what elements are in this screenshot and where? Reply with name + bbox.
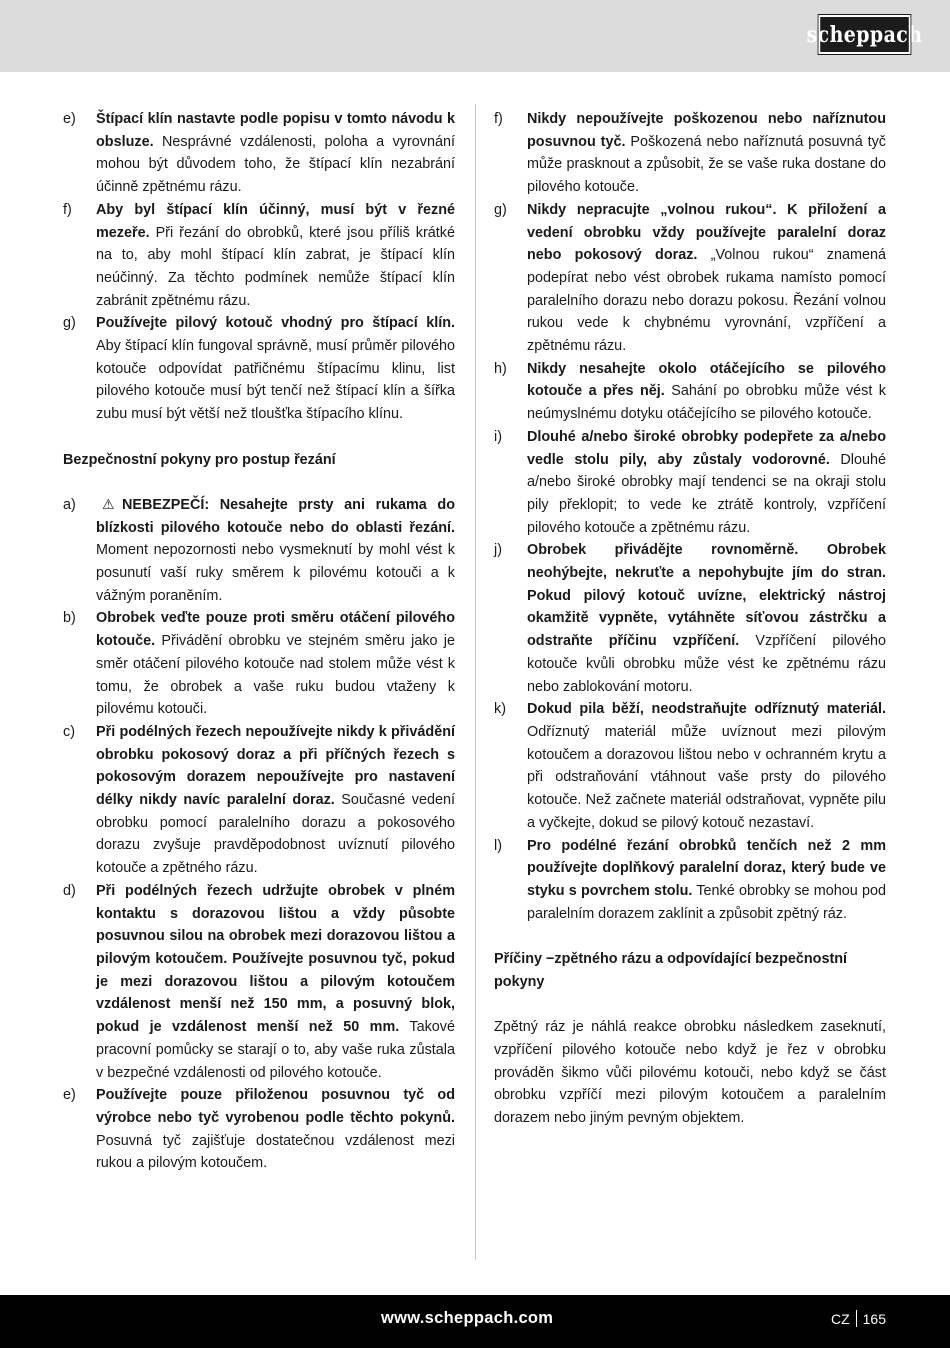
list-item-marker: i): [494, 428, 502, 445]
list-item-marker: h): [494, 360, 507, 377]
list-item: [63, 607, 455, 721]
warning-triangle-icon: ⚠: [102, 495, 115, 512]
list-item-marker: f): [63, 201, 72, 218]
list-item-body: [96, 494, 455, 608]
footer-url[interactable]: www.scheppach.com: [381, 1309, 554, 1327]
list-item-marker: e): [63, 111, 76, 127]
page-header: [0, 0, 950, 72]
list-item: [63, 1084, 455, 1175]
list-item-emphasis: Nikdy nepoužívejte poškozenou nebo naříznutou posuvnou tyč.: [527, 111, 886, 150]
list-item: [494, 426, 886, 540]
list-item-emphasis: Při podélných řezech nepoužívejte nikdy k přivádění obrobku pokosový doraz a při příčných řezech s pokosovým dorazem nepoužívejte pro nastavení délky nikdy navíc paralelní doraz.: [96, 723, 455, 809]
list-item-text: Poškozená nebo naříznutá posuvná tyč může prasknout a způsobit, že se vaše ruka dostane do pilového kotouče.: [527, 133, 886, 196]
spacer: [63, 426, 455, 449]
footer-language: CZ: [830, 1311, 850, 1327]
list-item-emphasis: Používejte pouze přiloženou posuvnou tyč od výrobce nebo tyč vyrobenou podle těchto pokynů.: [96, 1087, 455, 1126]
list-item: [63, 494, 455, 608]
list-item-marker: e): [63, 1087, 76, 1104]
list-item-text: Nesprávné vzdálenosti, poloha a vyrovnání mohou být důvodem toho, že štípací klín nezabrání účinně zpětnému rázu.: [96, 133, 455, 196]
list-item-emphasis: Štípací klín nastavte podle popisu v tomto návodu k obsluze.: [96, 111, 455, 150]
list-item-body: [527, 426, 886, 540]
spacer: [494, 925, 886, 948]
list-item-text: Při řezání do obrobků, které jsou příliš krátké na to, aby mohl štípací klín zabrat, je štípací klín neúčinný. Za těchto podmínek nemůže štípací klín zabránit zpětnému rázu.: [96, 224, 455, 309]
list-item-body: [527, 358, 886, 426]
kickback-paragraph: Zpětný ráz je náhlá reakce obrobku následkem zaseknutí, vzpříčení pilového kotouče nebo když je řez v obrobku prováděn šikmo vůči pilovému kotouči, nebo když se část obrobku vzpříčí mezi pilovým kotoučem a paralelním dorazem nebo jiným pevným objektem.: [494, 1019, 886, 1126]
list-item-body: [527, 539, 886, 698]
list-item-text: Odříznutý materiál může uvíznout mezi pilovým kotoučem a dorazovou lištou nebo v ochranném krytu a při odstraňování vtáhnout vaše prsty do pilového kotouče. Než začnete materiál odstraňovat, vypněte pilu a vyčkejte, dokud se pilový kotouč nezastaví.: [527, 723, 886, 831]
list-item-emphasis: Pro podélné řezání obrobků tenčích než 2 mm používejte doplňkový paralelní doraz, který bude ve styku s povrchem stolu.: [527, 837, 886, 899]
section-heading-cutting: Bezpečnostní pokyny pro postup řezání: [63, 451, 336, 468]
list-item-emphasis: Používejte pilový kotouč vhodný pro štípací klín.: [96, 315, 455, 332]
list-item: [494, 108, 886, 199]
list-item-marker: j): [494, 542, 502, 559]
list-item-text: Moment nepozornosti nebo vysmeknutí by mohl vést k posunutí vaší ruky směrem k pilovému kotouči a k vážným poraněním.: [96, 542, 455, 604]
list-item: [63, 312, 455, 426]
column-divider: [475, 104, 476, 1260]
list-item-body: [527, 108, 886, 199]
list-item-text: Sahání po obrobku může vést k neúmyslnému dotyku otáčejícího se pilového kotouče.: [527, 383, 887, 423]
list-item-body: [96, 607, 455, 721]
list-item-emphasis: Aby byl štípací klín účinný, musí být v řezné mezeře.: [96, 201, 455, 241]
list-item-text: Posuvná tyč zajišťuje dostatečnou vzdálenost mezi rukou a pilovým kotoučem.: [96, 1132, 455, 1172]
list-item-body: [96, 108, 455, 199]
footer-separator: [856, 1310, 857, 1327]
left-list-2: [63, 494, 455, 1175]
list-item-emphasis: NEBEZPEČÍ: Nesahejte prsty ani rukama do blízkosti pilového kotouče nebo do oblasti řezání.: [96, 496, 455, 536]
list-item-body: [96, 1084, 455, 1175]
list-item-body: [527, 698, 886, 834]
footer-page-number: 165: [862, 1311, 886, 1327]
list-item-marker: b): [63, 610, 76, 627]
list-item-emphasis: Obrobek veďte pouze proti směru otáčení pilového kotouče.: [96, 610, 455, 650]
list-item-text: Takové pracovní pomůcky se starají o to, aby vaše ruka zůstala v bezpečné vzdálenosti od pilového kotouče.: [96, 1019, 455, 1081]
list-item-text: Tenké obrobky se mohou pod paralelním dorazem zaklínit a způsobit zpětný ráz.: [527, 882, 886, 922]
list-item-emphasis: Obrobek přivádějte rovnoměrně. Obrobek neohýbejte, nekruťte a nepohybujte jím do stran. Pokud pilový kotouč uvízne, elektrický nástroj okamžitě vypněte, vytáhněte síťovou zástrčku a odstraňte příčinu vzpříčení.: [527, 542, 886, 650]
left-column: [63, 108, 455, 1175]
list-item: [63, 108, 455, 199]
list-item: [63, 199, 455, 313]
logo-text: scheppach: [806, 21, 923, 48]
list-item-body: [527, 835, 886, 926]
list-item-text: Současné vedení obrobku pomocí paralelního dorazu a pokosového dorazu zvyšuje pravděpodobnost uvíznutí pilového kotouče a zpětného rázu.: [96, 792, 455, 877]
list-item-body: [96, 721, 455, 880]
list-item-text: Dlouhé a/nebo široké obrobky mají tendenci se na okraji stolu pily překlopit; to vede ke ztrátě kontroly, vzpříčení pilového kotouče a zpětnému rázu.: [527, 451, 886, 536]
list-item-marker: d): [63, 882, 76, 899]
left-list-1: [63, 108, 455, 426]
list-item-emphasis: Dokud pila běží, neodstraňujte odříznutý materiál.: [527, 701, 886, 718]
list-item-emphasis: Dlouhé a/nebo široké obrobky podepřete za a/nebo vedle stolu pily, aby zůstaly vodorovné.: [527, 428, 886, 468]
list-item-marker: l): [494, 837, 502, 854]
list-item-marker: f): [494, 111, 503, 127]
list-item: [494, 539, 886, 698]
list-item-body: [96, 880, 455, 1084]
list-item: [494, 698, 886, 834]
list-item-marker: a): [63, 496, 76, 513]
list-item-emphasis: Při podélných řezech udržujte obrobek v plném kontaktu s dorazovou lištou a vždy působte posuvnou silou na obrobek mezi dorazovou lištou a pilovým kotoučem. Používejte posuvnou tyč, pokud je mezi dorazovou lištou a pilovým kotoučem vzdálenost menší než 150 mm, a posuvný blok, pokud je vzdálenost menší než 50 mm.: [96, 882, 455, 1036]
right-column: [494, 108, 886, 1130]
list-item: [63, 721, 455, 880]
list-item-marker: c): [63, 723, 75, 740]
spacer: [494, 993, 886, 1016]
section-heading-kickback: Příčiny −zpětného rázu a odpovídající bezpečnostní pokyny: [494, 951, 848, 990]
list-item: [494, 199, 886, 358]
list-item-text: Aby štípací klín fungoval správně, musí průměr pilového kotouče odpovídat patřičnému štípacímu klinu, list pilového kotouče musí být tenčí než štípací klín a šířka zubu musí být větší než tloušťka štípacího klínu.: [96, 338, 455, 423]
page-footer: [0, 1295, 950, 1348]
list-item-marker: g): [63, 315, 76, 332]
list-item-text: „Volnou rukou“ znamená podepírat nebo vést obrobek rukama namísto pomocí paralelního dorazu nebo dorazu pokosu. Řezání volnou rukou vede k chybnému vyrovnání, vzpříčení a zpětnému rázu.: [527, 247, 886, 355]
list-item-body: [96, 312, 455, 426]
list-item-body: [527, 199, 886, 358]
list-item-text: Přivádění obrobku ve stejném směru jako je směr otáčení pilového kotouče nad stolem může vést k tomu, že obrobek a vaše ruku budou vtaženy k pilovému kotouči.: [96, 633, 455, 718]
list-item-marker: g): [494, 201, 507, 218]
list-item-marker: k): [494, 701, 506, 718]
list-item: [494, 358, 886, 426]
spacer: [63, 471, 455, 494]
list-item-emphasis: Nikdy nepracujte „volnou rukou“. K přiložení a vedení obrobku vždy používejte paralelní doraz nebo pokosový doraz.: [527, 201, 886, 264]
scheppach-logo: [806, 15, 923, 54]
list-item-text: Vzpříčení pilového kotouče kvůli obrobku může vést ke zpětnému rázu nebo zablokování motoru.: [527, 633, 886, 695]
right-list: [494, 108, 886, 925]
list-item: [63, 880, 455, 1084]
footer-page-info: [831, 1310, 886, 1327]
list-item-emphasis: Nikdy nesahejte okolo otáčejícího se pilového kotouče a přes něj.: [527, 360, 886, 400]
list-item: [494, 835, 886, 926]
list-item-body: [96, 199, 455, 313]
